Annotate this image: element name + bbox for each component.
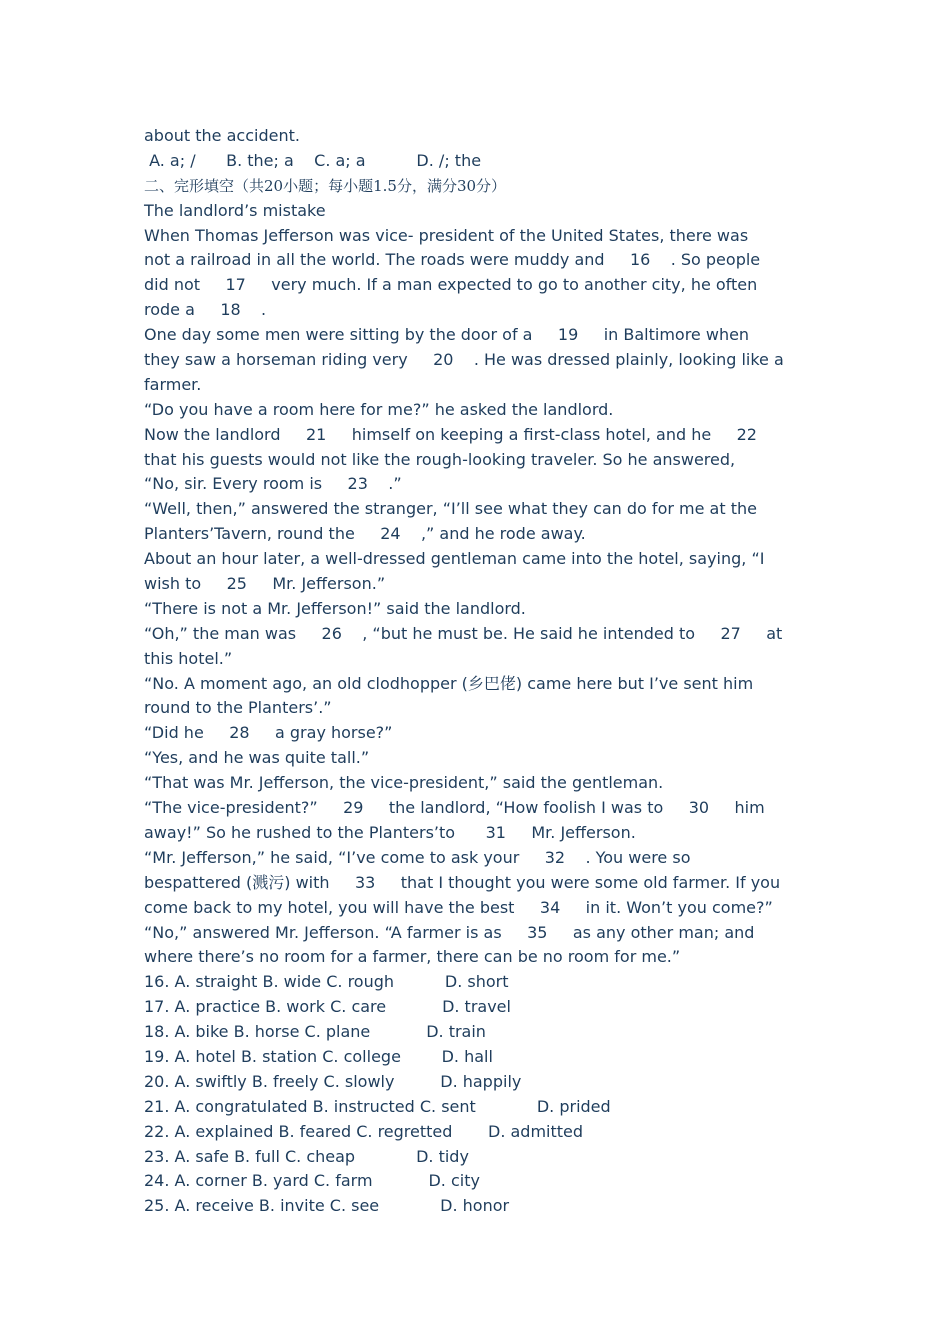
passage-line: round to the Planters’.” — [144, 698, 332, 718]
question-item: 19. A. hotel B. station C. college D. hall — [144, 1046, 493, 1066]
question-item: 20. A. swiftly B. freely C. slowly D. happily — [144, 1071, 522, 1091]
section-heading: 二、完形填空（共20小题；每小题1.5分，满分30分） — [144, 176, 507, 195]
passage-line: this hotel.” — [144, 648, 233, 668]
question-item: 21. A. congratulated B. instructed C. sent D. prided — [144, 1096, 611, 1116]
text-line: about the accident. — [144, 126, 300, 145]
passage-line: “Mr. Jefferson,” he said, “I’ve come to ask your 32 . You were so — [144, 847, 691, 867]
passage-line: not a railroad in all the world. The roads were muddy and 16 . So people — [144, 250, 761, 270]
question-item: 22. A. explained B. feared C. regretted D. admitted — [144, 1121, 584, 1141]
passage-line: Planters’Tavern, round the 24 ,” and he rode away. — [144, 524, 586, 544]
passage-line: “That was Mr. Jefferson, the vice-president,” said the gentleman. — [144, 773, 664, 793]
passage-line: rode a 18 . — [144, 300, 267, 320]
question-item: 24. A. corner B. yard C. farm D. city — [144, 1171, 480, 1191]
passage-line: they saw a horseman riding very 20 . He was dressed plainly, looking like a — [144, 350, 784, 370]
question-item: 23. A. safe B. full C. cheap D. tidy — [144, 1146, 469, 1166]
passage-title: The landlord’s mistake — [144, 200, 326, 220]
passage-line: bespattered (溅污) with 33 that I thought you were some old farmer. If you — [144, 872, 781, 892]
passage-line: “No. A moment ago, an old clodhopper (乡巴佬) came here but I’ve sent him — [144, 673, 754, 693]
passage-line: “Do you have a room here for me?” he asked the landlord. — [144, 399, 614, 419]
question-item: 25. A. receive B. invite C. see D. honor — [144, 1196, 510, 1216]
passage-line: wish to 25 Mr. Jefferson.” — [144, 574, 386, 594]
passage-line: “There is not a Mr. Jefferson!” said the landlord. — [144, 598, 526, 618]
passage-line: “The vice-president?” 29 the landlord, “How foolish I was to 30 him — [144, 798, 765, 818]
passage-line: “No,” answered Mr. Jefferson. “A farmer is as 35 as any other man; and — [144, 922, 755, 942]
passage-line: About an hour later, a well-dressed gentleman came into the hotel, saying, “I — [144, 549, 765, 569]
passage-line: “No, sir. Every room is 23 .” — [144, 474, 402, 494]
question-item: 18. A. bike B. horse C. plane D. train — [144, 1022, 486, 1042]
passage-line: When Thomas Jefferson was vice- president of the United States, there was — [144, 225, 749, 245]
passage-line: did not 17 very much. If a man expected to go to another city, he often — [144, 275, 758, 295]
passage-line: Now the landlord 21 himself on keeping a first-class hotel, and he 22 — [144, 424, 757, 444]
question-item: 16. A. straight B. wide C. rough D. short — [144, 972, 509, 992]
document-page — [144, 124, 824, 1219]
passage-line: farmer. — [144, 374, 202, 394]
passage-line: that his guests would not like the rough-looking traveler. So he answered, — [144, 449, 736, 469]
passage-line: “Oh,” the man was 26 , “but he must be. He said he intended to 27 at — [144, 623, 783, 643]
passage-line: One day some men were sitting by the door of a 19 in Baltimore when — [144, 325, 750, 345]
passage-line: “Yes, and he was quite tall.” — [144, 748, 370, 768]
passage-line: “Well, then,” answered the stranger, “I’ll see what they can do for me at the — [144, 499, 757, 519]
answer-options: A. a; / B. the; a C. a; a D. /; the — [144, 150, 482, 170]
passage-line: “Did he 28 a gray horse?” — [144, 723, 393, 743]
question-item: 17. A. practice B. work C. care D. travel — [144, 997, 511, 1017]
passage-line: away!” So he rushed to the Planters’to 31 Mr. Jefferson. — [144, 822, 636, 842]
passage-line: where there’s no room for a farmer, there can be no room for me.” — [144, 947, 681, 967]
passage-line: come back to my hotel, you will have the best 34 in it. Won’t you come?” — [144, 897, 773, 917]
